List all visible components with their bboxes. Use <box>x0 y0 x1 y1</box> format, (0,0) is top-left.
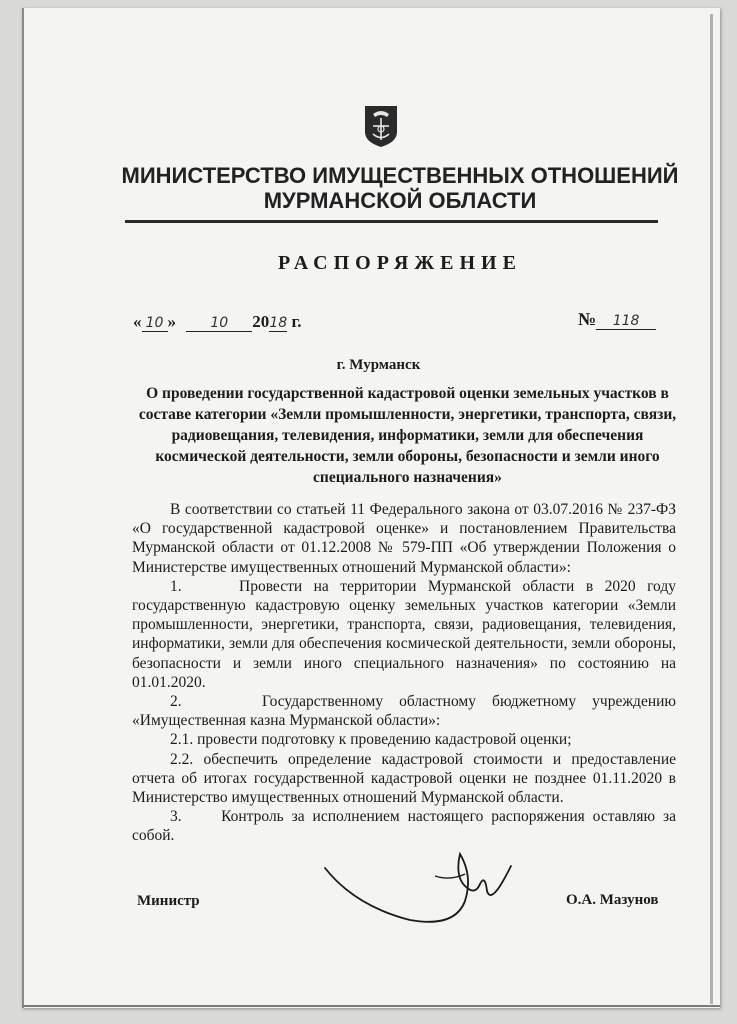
item-2: 2. Государственному областному бюджетному учреждению «Имущественная казна Мурманской области»: <box>132 693 676 730</box>
sheet-edge-left <box>22 8 24 1008</box>
date-year-prefix: 20 <box>252 312 270 331</box>
signer-name: О.А. Мазунов <box>566 892 659 908</box>
handwritten-signature <box>315 846 515 926</box>
date-open-quote: « <box>133 312 142 331</box>
date-close-quote: » <box>167 312 176 331</box>
item-2-1: 2.1. провести подготовку к проведению кадастровой оценки; <box>170 731 572 749</box>
document-body <box>132 500 676 846</box>
ministry-title-line1: МИНИСТЕРСТВО ИМУЩЕСТВЕННЫХ ОТНОШЕНИЙ <box>121 163 679 188</box>
number-value: 118 <box>596 313 656 330</box>
date-year-suffix: 18 <box>269 315 288 331</box>
date-day: 10 <box>142 315 168 332</box>
document-date <box>133 312 302 332</box>
document-type: РАСПОРЯЖЕНИЕ <box>278 252 522 274</box>
ministry-title-line2: МУРМАНСКОЙ ОБЛАСТИ <box>263 188 537 213</box>
city: г. Мурманск <box>336 357 421 373</box>
coat-of-arms-icon <box>363 104 399 148</box>
sheet-edge-bottom <box>22 1005 720 1007</box>
preamble-paragraph: В соответствии со статьей 11 Федерального закона от 03.07.2016 № 237-ФЗ «О государственной кадастровой оценке» и постановлением Правительства Мурманской области от 01.12.2008 № 579-ПП «Об утверждении Положения о Министерстве имущественных отношений Мурманской области»: <box>132 501 676 576</box>
sheet-edge-right <box>710 14 713 1004</box>
number-label: № <box>578 309 597 329</box>
document-number <box>578 309 656 330</box>
signer-role: Министр <box>137 893 200 909</box>
item-1: 1. Провести на территории Мурманской области в 2020 году государственную кадастровую оценку земельных участков категории «Земли промышленности, энергетики, транспорта, связи, радиовещания, телевидения, информатики, земли для обеспечения космической деятельности, земли обороны, безопасности и земли иного специального назначения» по состоянию на 01.01.2020. <box>132 577 676 691</box>
document-subject: О проведении государственной кадастровой оценки земельных участков в составе категории «Земли промышленности, энергетики, транспорта, связи, радиовещания, телевидения, информатики, земли для обеспечения космической деятельности, земли обороны, безопасности и земли иного специального назначения» <box>138 385 677 486</box>
item-3: 3. Контроль за исполнением настоящего распоряжения оставляю за собой. <box>132 808 676 845</box>
header-divider <box>125 220 658 223</box>
date-year-label: г. <box>291 312 302 331</box>
item-2-2: 2.2. обеспечить определение кадастровой стоимости и предоставление отчета об итогах государственной кадастровой оценки не позднее 01.11.2020 в Министерство имущественных отношений Мурманской области. <box>132 750 676 807</box>
date-month: 10 <box>186 315 252 332</box>
